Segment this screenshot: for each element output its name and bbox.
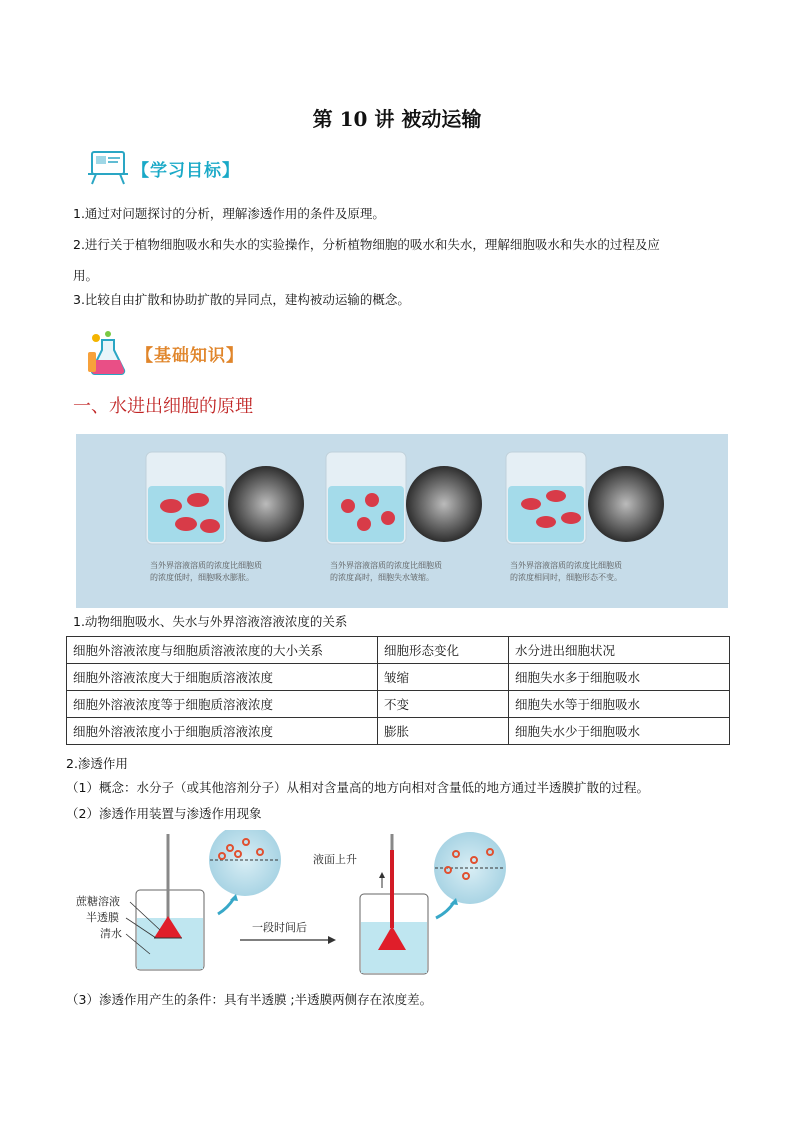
table-cell: 细胞失水多于细胞吸水: [509, 664, 730, 691]
flask-icon: [86, 330, 132, 376]
table-header-row: [67, 637, 730, 664]
time-arrow: [240, 936, 336, 944]
apparatus-before: [136, 830, 281, 970]
table-header-cell: 细胞外溶液浓度与细胞质溶液浓度的大小关系: [67, 637, 378, 664]
table-cell: 不变: [378, 691, 509, 718]
figure-caption: 当外界溶液溶质的浓度比细胞质 的浓度高时，细胞失水皱缩。: [330, 561, 442, 582]
cell-osmosis-figure: [76, 434, 728, 608]
beaker-shrinking: [326, 452, 482, 544]
table-cell: 皱缩: [378, 664, 509, 691]
osmosis-title: 2.渗透作用: [66, 756, 128, 771]
figure-caption: 当外界溶液溶质的浓度比细胞质 的浓度低时，细胞吸水膨胀。: [150, 561, 262, 582]
objective-item: 2.进行关于植物细胞吸水和失水的实验操作，分析植物细胞的吸水和失水，理解细胞吸水和失水的过程及应: [73, 237, 660, 252]
objective-item: 3.比较自由扩散和协助扩散的异同点，建构被动运输的概念。: [73, 292, 410, 307]
beaker-unchanged: [506, 452, 664, 544]
figure-caption: 当外界溶液溶质的浓度比细胞质 的浓度相同时，细胞形态不变。: [510, 561, 622, 582]
beaker-swelling: [146, 452, 304, 544]
table-row: [67, 718, 730, 745]
apparatus-after: [360, 832, 506, 974]
label-after-time: 一段时间后: [252, 921, 307, 934]
teacher-board-icon: [86, 150, 130, 186]
label-membrane: 半透膜: [86, 911, 119, 924]
osmosis-conditions: （3）渗透作用产生的条件：具有半透膜 ;半透膜两侧存在浓度差。: [66, 992, 433, 1007]
osmosis-concept: （1）概念：水分子（或其他溶剂分子）从相对含量高的地方向相对含量低的地方通过半透膜扩散的过程。: [66, 780, 649, 795]
table-header-cell: 水分进出细胞状况: [509, 637, 730, 664]
objectives-label: 【学习目标】: [132, 160, 240, 181]
table-cell: 细胞失水少于细胞吸水: [509, 718, 730, 745]
table-cell: 细胞失水等于细胞吸水: [509, 691, 730, 718]
objectives-header: [86, 150, 240, 186]
table-row: [67, 664, 730, 691]
table-cell: 细胞外溶液浓度小于细胞质溶液浓度: [67, 718, 378, 745]
basics-header: [86, 330, 244, 376]
table-cell: 膨胀: [378, 718, 509, 745]
label-liquid-rise: 液面上升: [313, 853, 357, 866]
heading-water-principle: 一、水进出细胞的原理: [73, 396, 253, 417]
table-row: [67, 691, 730, 718]
table-header-cell: 细胞形态变化: [378, 637, 509, 664]
table-cell: 细胞外溶液浓度大于细胞质溶液浓度: [67, 664, 378, 691]
label-sucrose: 蔗糖溶液: [76, 895, 120, 908]
objective-item: 1.通过对问题探讨的分析，理解渗透作用的条件及原理。: [73, 206, 385, 221]
osmosis-device: （2）渗透作用装置与渗透作用现象: [66, 806, 262, 821]
relation-title: 1.动物细胞吸水、失水与外界溶液溶液浓度的关系: [73, 614, 348, 629]
label-water: 清水: [100, 927, 122, 940]
table-cell: 细胞外溶液浓度等于细胞质溶液浓度: [67, 691, 378, 718]
osmosis-apparatus-diagram: [70, 830, 530, 980]
relation-table: [66, 636, 730, 745]
page-title: 第 10 讲 被动运输: [312, 107, 482, 131]
objective-item: 用。: [73, 268, 99, 283]
basics-label: 【基础知识】: [136, 345, 244, 366]
